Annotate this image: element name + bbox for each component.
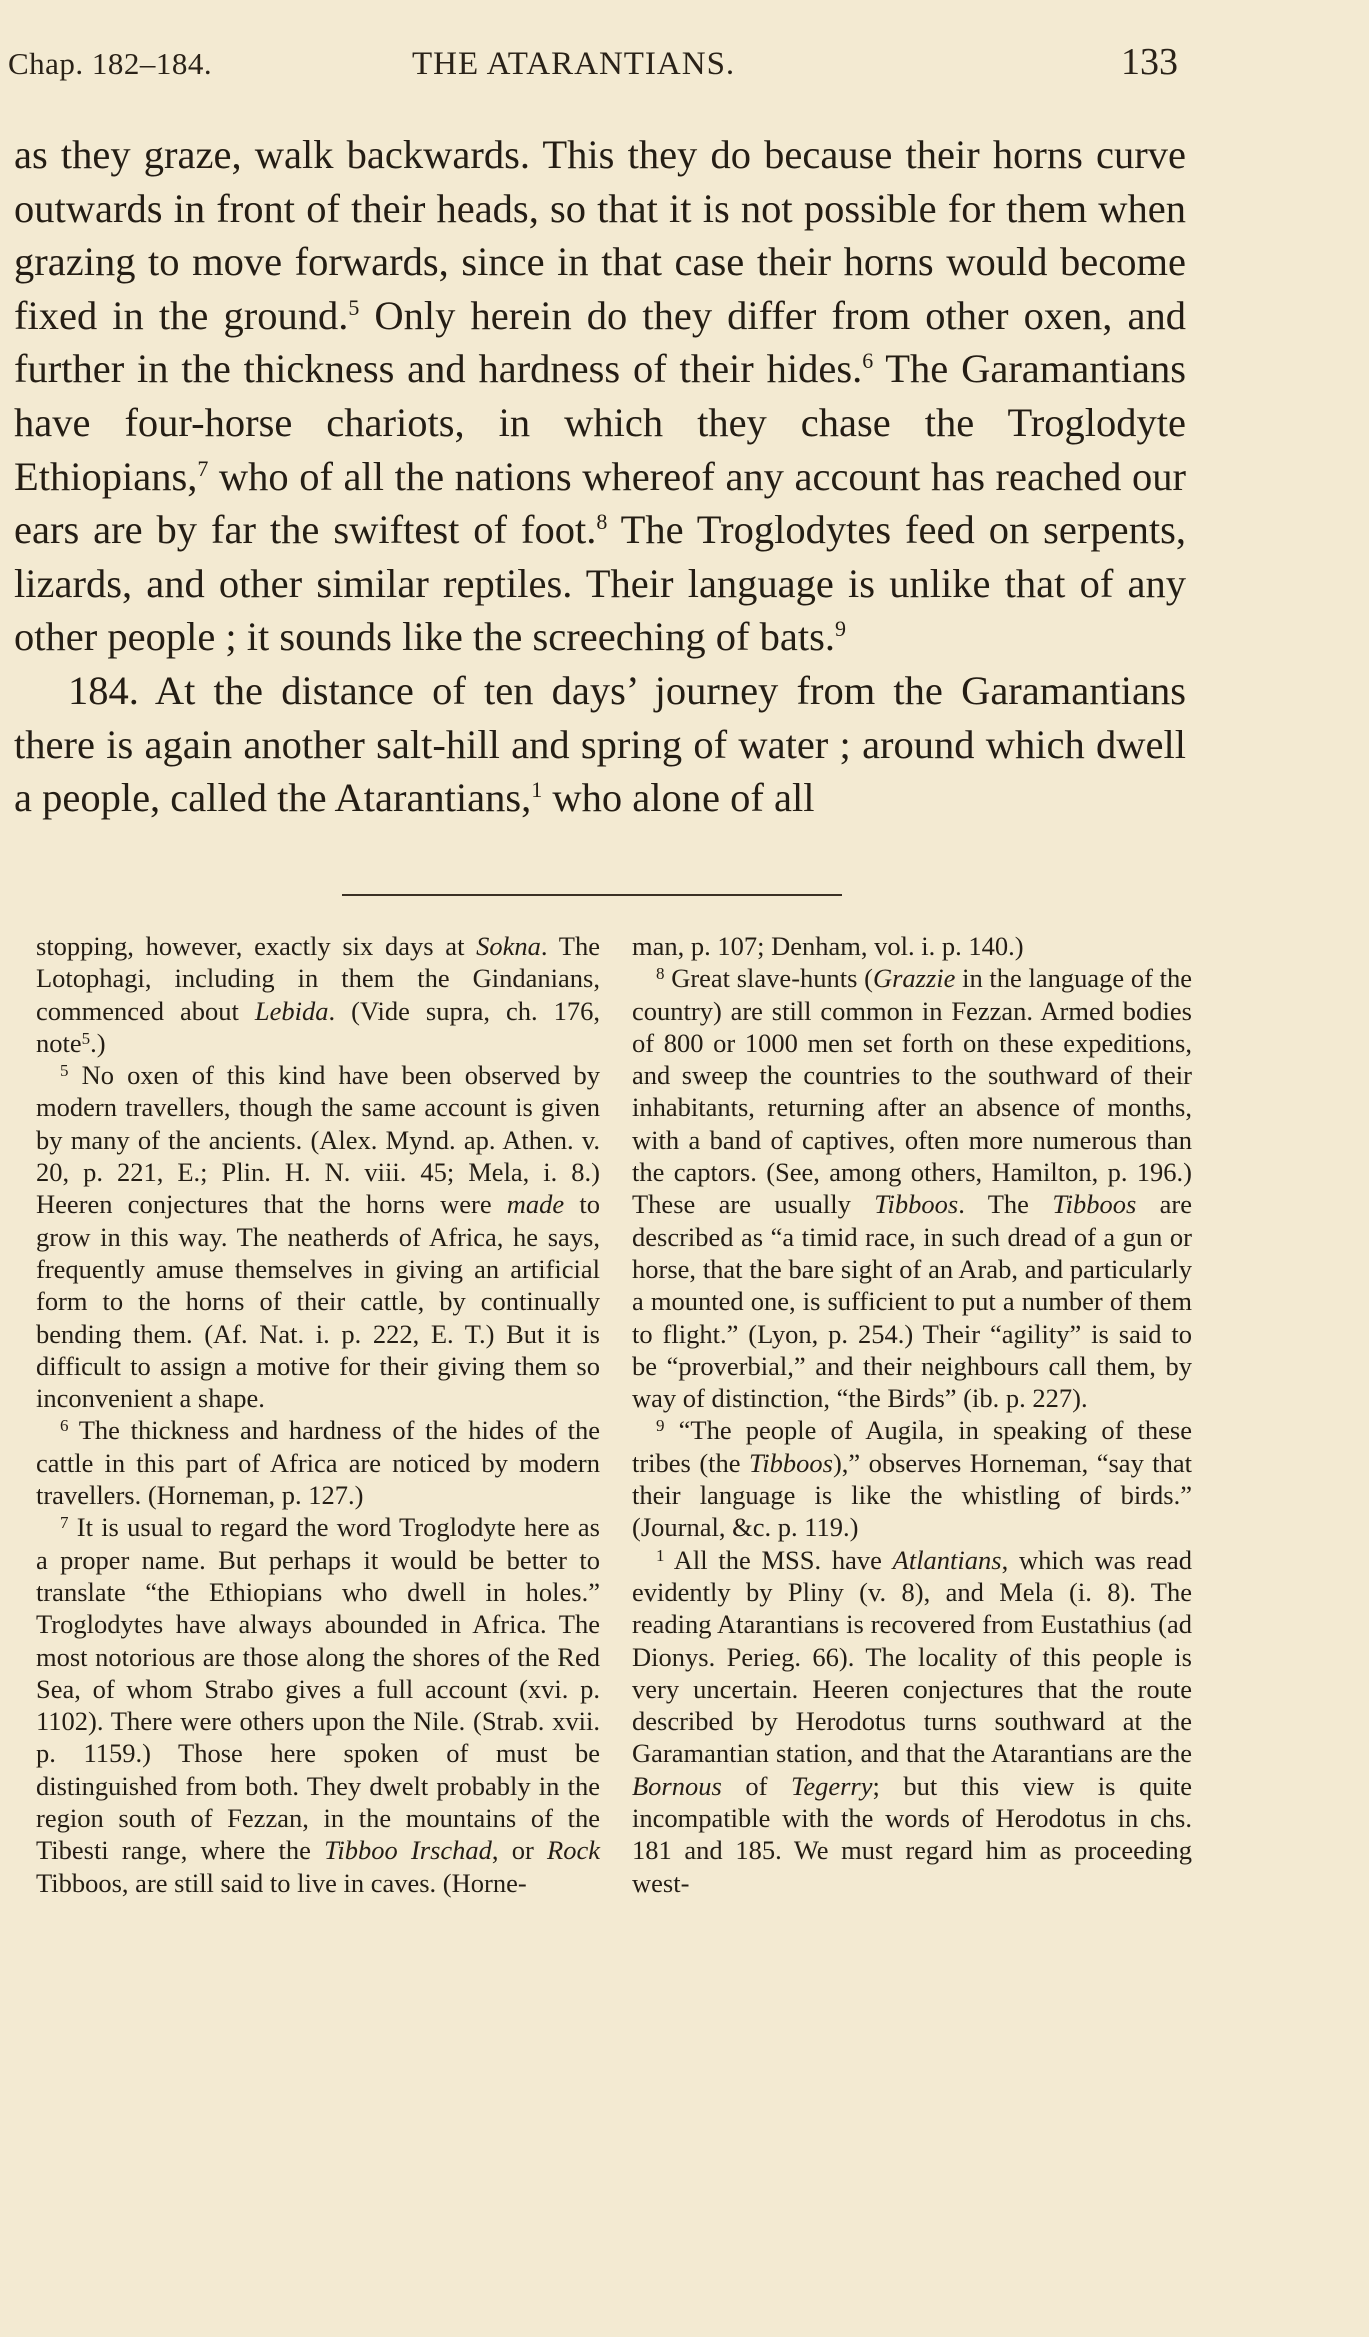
running-title: THE ATARANTIANS. (412, 46, 736, 82)
footnote-6: $^6$ The thickness and hardness of the hides of the cattle in this part of Africa are noticed by modern travellers. (Horneman, p. 127.) (36, 1415, 600, 1511)
note-ref-8: 8 (596, 509, 608, 535)
main-paragraph-184: 184. At the distance of ten days’ journey from the Garamantians there is again another salt-hill and spring of water ; around which dwell a people, called the Atarantians,$^1$ who alone of all (14, 667, 1186, 821)
footnote-8: $^8$ Great slave-hunts (Grazzie in the language of the country) are still common in Fezzan. Armed bodies of 800 or 1000 men set forth on these expeditions, and sweep the countries to the southward of their inhabitants, returning after an absence of months, with a band of captives, often more numerous than the captors. (See, among others, Hamilton, p. 196.) These are usually Tibboos. The Tibboos are described as “a timid race, in such dread of a gun or horse, that the bare sight of an Arab, and particularly a mounted one, is sufficient to put a number of them to flight.” (Lyon, p. 254.) Their “agility” is said to be “proverbial,” and their neighbours call them, by way of distinction, “the Birds” (ib. p. 227). (632, 963, 1192, 1414)
note-ref-6: 6 (862, 348, 874, 374)
footnote-divider (342, 894, 842, 896)
note-ref-5: 5 (348, 294, 360, 320)
footnote-7-continuation: man, p. 107; Denham, vol. i. p. 140.) (632, 931, 1024, 961)
footnote-7: $^7$ It is usual to regard the word Troglodyte here as a proper name. But perhaps it would be better to translate “the Ethiopians who dwell in holes.” Troglodytes have always abounded in Africa. The most notorious are those along the shores of the Red Sea, of whom Strabo gives a full account (xvi. p. 1102). There were others upon the Nile. (Strab. xvii. p. 1159.) Those here spoken of must be distinguished from both. They dwelt probably in the region south of Fezzan, in the mountains of the Tibesti range, where the Tibboo Irschad, or Rock Tibboos, are still said to live in caves. (Horne- (36, 1512, 600, 1898)
note-ref-7: 7 (197, 455, 209, 481)
note-ref-9: 9 (835, 616, 847, 642)
note-ref-1: 1 (531, 777, 543, 803)
footnote-1: $^1$ All the MSS. have Atlantians, which was read evidently by Pliny (v. 8), and Mela (i. 8). The reading Atarantians is recovered from Eustathius (ad Dionys. Perieg. 66). The locality of this people is very uncertain. Heeren conjectures that the route described by Herodotus turns southward at the Garamantian station, and that the Atarantians are the Bornous of Tegerry; but this view is quite incompatible with the words of Herodotus in chs. 181 and 185. We must regard him as proceeding west- (632, 1544, 1192, 1898)
footnote-continuation: stopping, however, exactly six days at Sokna. The Lotophagi, including in them the Gindanians, commenced about Lebida. (Vide supra, ch. 176, note$^5$.) (36, 931, 600, 1058)
chapter-range: Chap. 182–184. (8, 46, 213, 81)
main-paragraph-1: as they graze, walk backwards. This they do because their horns curve outwards in front of their heads, so that it is not possible for them when grazing to move forwards, since in that case their horns would become fixed in the ground.$^5$ Only herein do they differ from other oxen, and further in the thickness and hardness of their hides.$^6$ The Garamantians have four-horse chariots, in which they chase the Troglodyte Ethiopians,$^7$ who of all the nations whereof any account has reached our ears are by far the swiftest of foot.$^8$ The Troglodytes feed on serpents, lizards, and other similar reptiles. Their language is unlike that of any other people ; it sounds like the screeching of bats.$^9$ (14, 132, 1186, 660)
footnotes-right-column (632, 930, 1192, 1899)
footnotes-left-column (36, 930, 600, 1899)
page-number: 133 (1121, 41, 1178, 83)
footnote-9: $^9$ “The people of Augila, in speaking of these tribes (the Tibboos),” observes Horneman, “say that their language is like the whistling of birds.” (Journal, &c. p. 119.) (632, 1415, 1193, 1543)
main-text (14, 128, 1186, 825)
footnote-5: $^5$ No oxen of this kind have been observed by modern travellers, though the same account is given by many of the ancients. (Alex. Mynd. ap. Athen. v. 20, p. 221, E.; Plin. H. N. viii. 45; Mela, i. 8.) Heeren conjectures that the horns were made to grow in this way. The neatherds of Africa, he says, frequently amuse themselves in giving an artificial form to the horns of their cattle, by continually bending them. (Af. Nat. i. p. 222, E. T.) But it is difficult to assign a motive for their giving them so inconvenient a shape. (36, 1060, 600, 1414)
running-header (8, 40, 1178, 90)
